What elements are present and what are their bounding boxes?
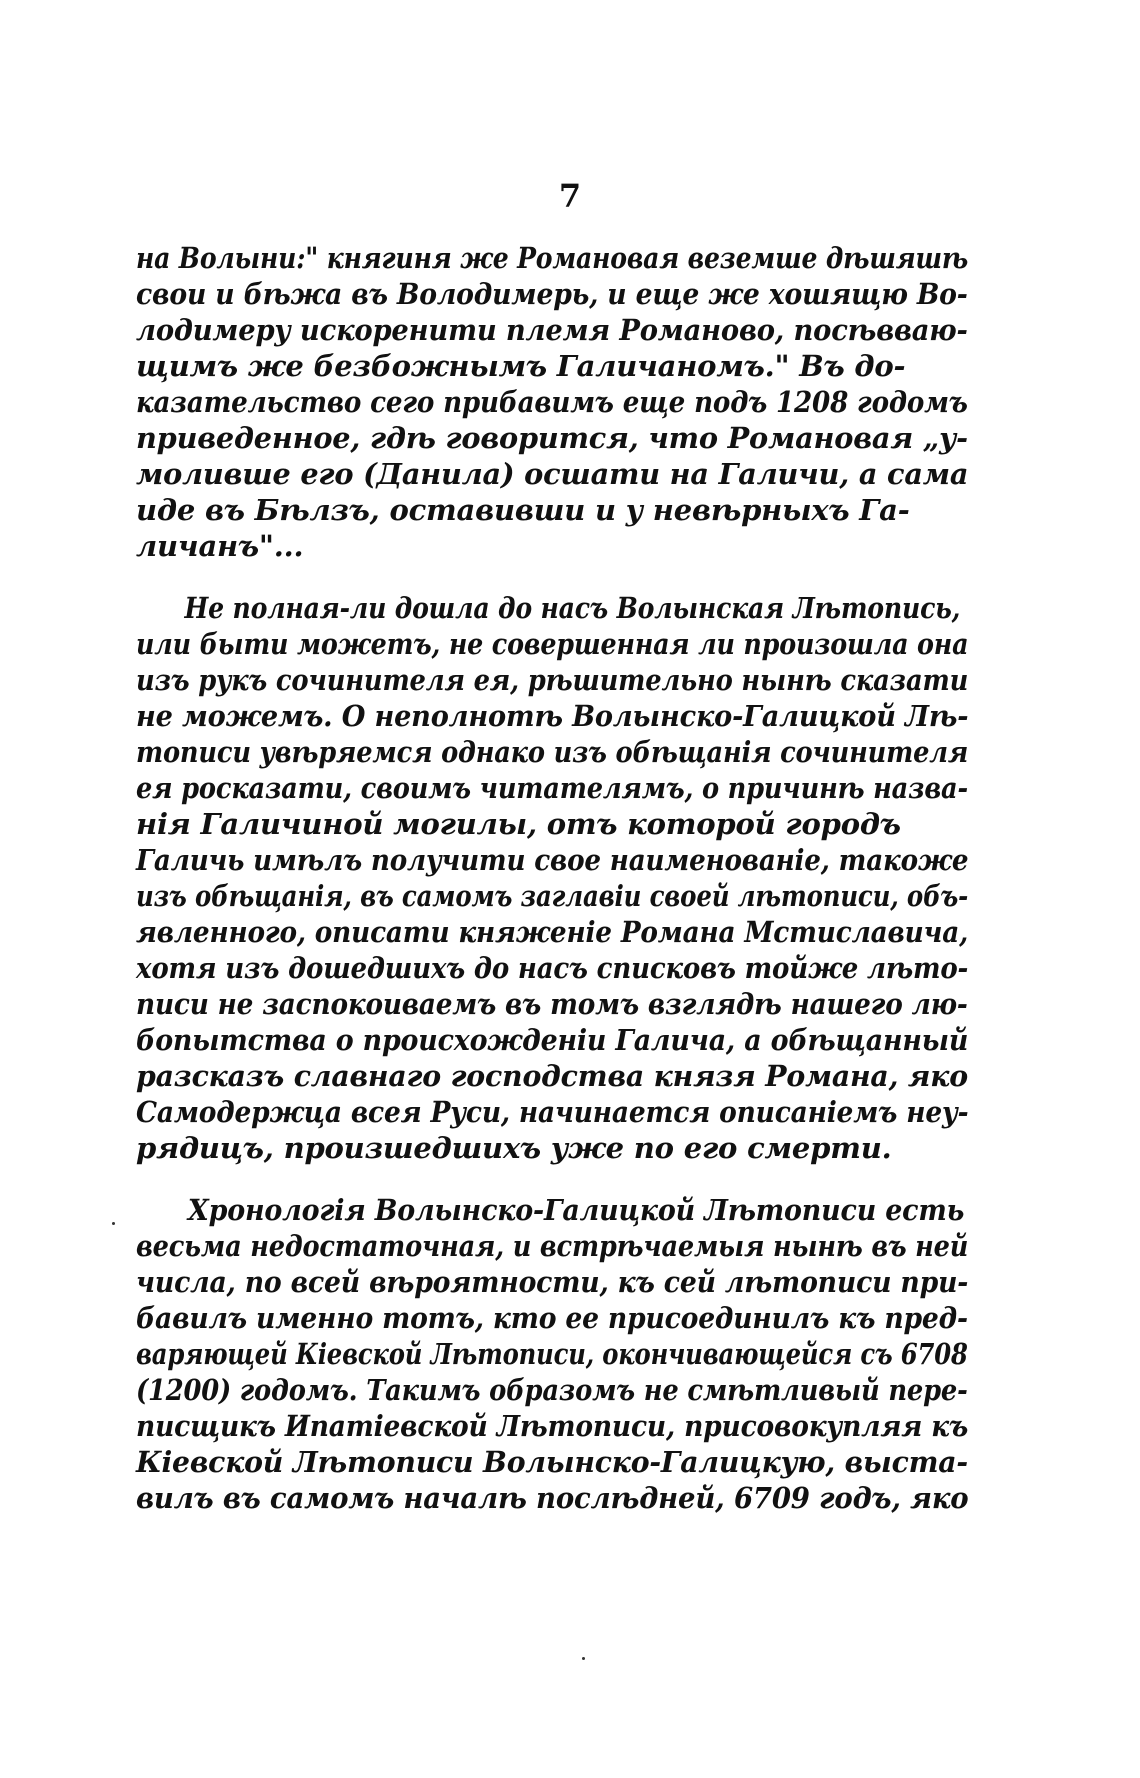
text-line: личанъ"... — [136, 529, 304, 563]
paragraph-1 — [136, 240, 968, 564]
text-line: (1200) годомъ. Такимъ образомъ не смѣтливый пере- — [136, 1373, 968, 1407]
ink-speck — [112, 1222, 115, 1225]
text-line: нія Галичиной могилы, отъ которой городъ — [136, 807, 901, 841]
text-line: рядицъ, произшедшихъ уже по его смерти. — [136, 1131, 892, 1165]
text-line: разсказъ славнаго господства князя Романа, яко — [136, 1059, 968, 1093]
text-line: писи не заспокоиваемъ въ томъ взглядѣ нашего лю- — [136, 987, 968, 1021]
text-line: на Волыни:" княгиня же Романовая веземше дѣшяшѣ — [136, 241, 969, 275]
text-line: изъ рукъ сочинителя ея, рѣшительно нынѣ сказати — [136, 663, 969, 697]
text-line: числа, по всей вѣроятности, къ сей лѣтописи при- — [136, 1265, 969, 1299]
text-line: свои и бѣжа въ Володимерь, и еще же хошящю Во- — [136, 277, 968, 311]
text-line: бавилъ именно тотъ, кто ее присоединилъ къ пред- — [136, 1301, 968, 1335]
text-line: хотя изъ дошедшихъ до насъ списковъ тойже лѣто- — [136, 951, 969, 985]
text-line: Не полная-ли дошла до насъ Волынская Лѣтопись, — [184, 591, 961, 625]
text-line: не можемъ. О неполнотѣ Волынско-Галицкой Лѣ- — [136, 699, 969, 733]
text-line: лодимеру искоренити племя Романово, посѣвваю- — [136, 313, 968, 347]
text-line: иде въ Бѣлзъ, оставивши и у невѣрныхъ Га- — [136, 493, 910, 527]
text-line: Галичь имѣлъ получити свое наименованіе, такоже — [136, 843, 969, 877]
text-line: писщикъ Ипатіевской Лѣтописи, присовокупляя къ — [136, 1409, 969, 1443]
paragraph-2 — [136, 590, 968, 1166]
paragraph-3 — [136, 1192, 968, 1516]
text-line: казательство сего прибавимъ еще подъ 1208 годомъ — [136, 385, 968, 419]
text-line: Самодержца всея Руси, начинается описаніемъ неу- — [136, 1095, 969, 1129]
text-line: явленного, описати княженіе Романа Мстиславича, — [136, 915, 969, 949]
body-text — [136, 240, 968, 1516]
ink-speck — [582, 1657, 585, 1660]
text-line: бопытства о происхожденіи Галича, а обѣщанный — [136, 1023, 969, 1057]
page-number: 7 — [558, 177, 582, 215]
text-line: изъ обѣщанія, въ самомъ заглавіи своей лѣтописи, объ- — [136, 879, 969, 913]
text-line: вилъ въ самомъ началѣ послѣдней, 6709 годъ, яко — [136, 1481, 969, 1515]
text-line: варяющей Кіевской Лѣтописи, окончивающейся съ 6708 — [136, 1337, 968, 1371]
text-line: Хронологія Волынско-Галицкой Лѣтописи есть — [187, 1193, 965, 1227]
text-line: приведенное, гдѣ говорится, что Романовая „у- — [136, 421, 968, 455]
text-line: ея росказати, своимъ читателямъ, о причинѣ назва- — [136, 771, 968, 805]
text-line: или быти можетъ, не совершенная ли произошла она — [136, 627, 969, 661]
text-line: весьма недостаточная, и встрѣчаемыя нынѣ въ ней — [136, 1229, 969, 1263]
text-line: тописи увѣряемся однако изъ обѣщанія сочинителя — [136, 735, 969, 769]
text-line: моливше его (Данила) осшати на Галичи, а сама — [136, 457, 969, 491]
text-line: щимъ же безбожнымъ Галичаномъ." Въ до- — [136, 349, 906, 383]
text-line: Кіевской Лѣтописи Волынско-Галицкую, выста- — [136, 1445, 968, 1479]
